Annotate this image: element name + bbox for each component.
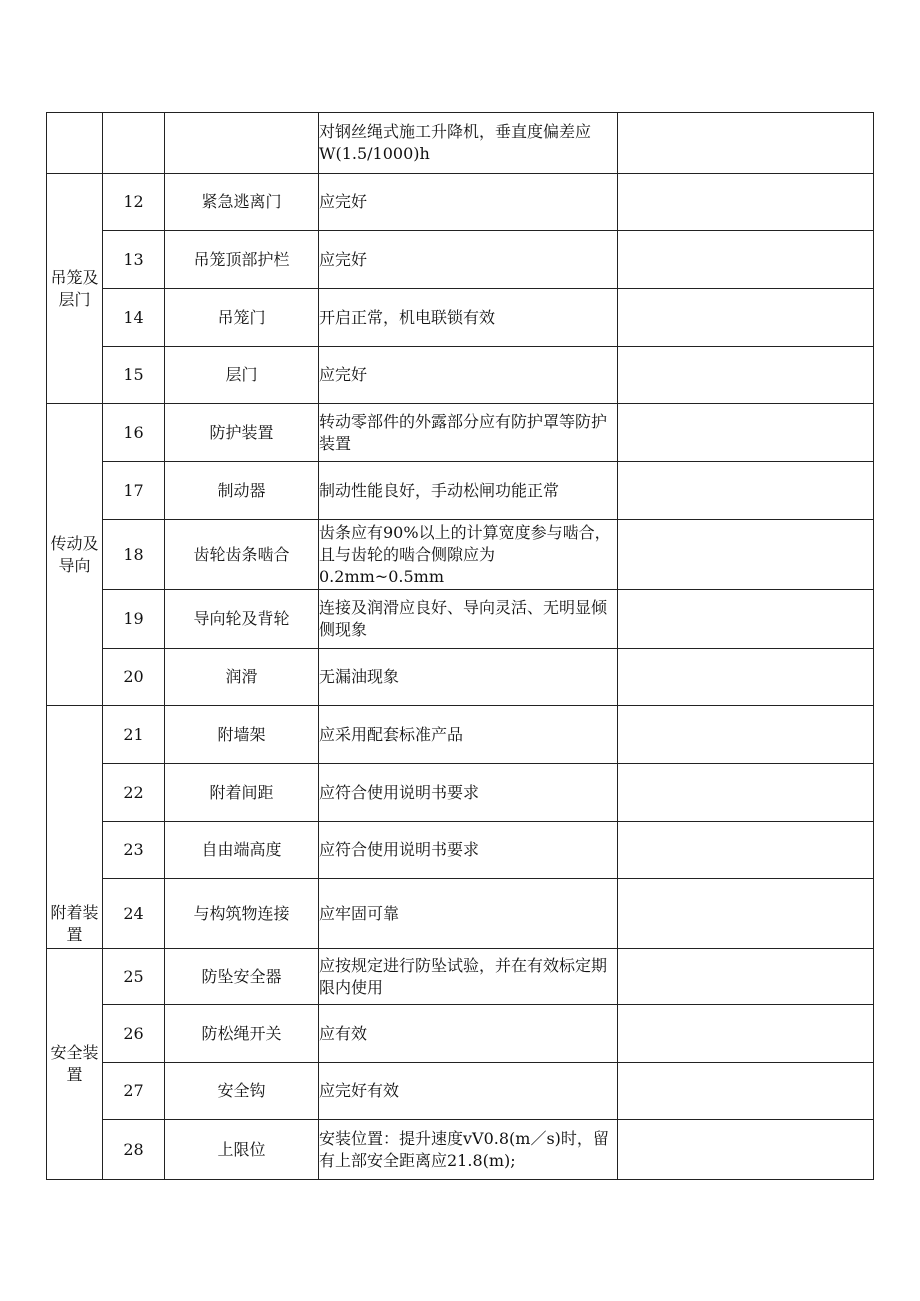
group-attach: 附着装置 bbox=[47, 706, 103, 949]
result-cell[interactable] bbox=[618, 590, 874, 649]
item-requirement: 应完好 bbox=[319, 347, 618, 404]
result-cell[interactable] bbox=[618, 706, 874, 764]
item-name: 齿轮齿条啮合 bbox=[165, 520, 319, 590]
item-requirement: 制动性能良好，手动松闸功能正常 bbox=[319, 462, 618, 520]
item-requirement: 安装位置：提升速度vV0.8(m／s)时，留有上部安全距离应21.8(m); bbox=[319, 1120, 618, 1180]
item-requirement: 转动零部件的外露部分应有防护罩等防护装置 bbox=[319, 404, 618, 462]
result-cell[interactable] bbox=[618, 347, 874, 404]
table-row bbox=[47, 520, 874, 590]
row-number: 17 bbox=[103, 462, 165, 520]
result-cell[interactable] bbox=[618, 1005, 874, 1063]
group-cage: 吊笼及层门 bbox=[47, 174, 103, 404]
item-name: 防松绳开关 bbox=[165, 1005, 319, 1063]
row-number: 13 bbox=[103, 231, 165, 289]
item-requirement: 对钢丝绳式施工升降机，垂直度偏差应W(1.5/1000)h bbox=[319, 113, 618, 174]
group-drive: 传动及导向 bbox=[47, 404, 103, 706]
item-name: 与构筑物连接 bbox=[165, 879, 319, 949]
item-requirement: 开启正常，机电联锁有效 bbox=[319, 289, 618, 347]
result-cell[interactable] bbox=[618, 231, 874, 289]
row-number: 16 bbox=[103, 404, 165, 462]
table-row bbox=[47, 764, 874, 822]
item-name: 制动器 bbox=[165, 462, 319, 520]
item-requirement: 应采用配套标准产品 bbox=[319, 706, 618, 764]
result-cell[interactable] bbox=[618, 649, 874, 706]
item-requirement: 应符合使用说明书要求 bbox=[319, 764, 618, 822]
row-number: 23 bbox=[103, 822, 165, 879]
result-cell[interactable] bbox=[618, 1063, 874, 1120]
inspection-table bbox=[46, 112, 874, 1180]
result-cell[interactable] bbox=[618, 404, 874, 462]
item-name: 吊笼顶部护栏 bbox=[165, 231, 319, 289]
item-name: 防坠安全器 bbox=[165, 949, 319, 1005]
result-cell[interactable] bbox=[618, 520, 874, 590]
table-row bbox=[47, 949, 874, 1005]
item-name: 吊笼门 bbox=[165, 289, 319, 347]
result-cell[interactable] bbox=[618, 949, 874, 1005]
result-cell[interactable] bbox=[618, 462, 874, 520]
row-number: 14 bbox=[103, 289, 165, 347]
item-requirement: 应牢固可靠 bbox=[319, 879, 618, 949]
result-cell[interactable] bbox=[618, 822, 874, 879]
table-row bbox=[47, 1120, 874, 1180]
result-cell[interactable] bbox=[618, 174, 874, 231]
row-number: 22 bbox=[103, 764, 165, 822]
row-number: 24 bbox=[103, 879, 165, 949]
item-requirement: 应符合使用说明书要求 bbox=[319, 822, 618, 879]
item-requirement: 应按规定进行防坠试验，并在有效标定期限内使用 bbox=[319, 949, 618, 1005]
item-name: 自由端高度 bbox=[165, 822, 319, 879]
group-cell-empty bbox=[47, 113, 103, 174]
result-cell[interactable] bbox=[618, 764, 874, 822]
item-name: 附墙架 bbox=[165, 706, 319, 764]
row-number: 19 bbox=[103, 590, 165, 649]
table-row bbox=[47, 1063, 874, 1120]
table-row bbox=[47, 174, 874, 231]
table-row bbox=[47, 1005, 874, 1063]
item-requirement: 应完好 bbox=[319, 231, 618, 289]
item-requirement: 齿条应有90%以上的计算宽度参与啮合，且与齿轮的啮合侧隙应为0.2mm~0.5mm bbox=[319, 520, 618, 590]
table-row bbox=[47, 822, 874, 879]
result-cell[interactable] bbox=[618, 113, 874, 174]
item-requirement: 应有效 bbox=[319, 1005, 618, 1063]
table-row bbox=[47, 231, 874, 289]
item-requirement: 应完好有效 bbox=[319, 1063, 618, 1120]
item-requirement: 连接及润滑应良好、导向灵活、无明显倾侧现象 bbox=[319, 590, 618, 649]
item-name bbox=[165, 113, 319, 174]
item-name: 层门 bbox=[165, 347, 319, 404]
item-requirement: 应完好 bbox=[319, 174, 618, 231]
row-number: 26 bbox=[103, 1005, 165, 1063]
item-name: 上限位 bbox=[165, 1120, 319, 1180]
item-name: 润滑 bbox=[165, 649, 319, 706]
row-number: 18 bbox=[103, 520, 165, 590]
table-row bbox=[47, 879, 874, 949]
item-name: 安全钩 bbox=[165, 1063, 319, 1120]
row-number: 21 bbox=[103, 706, 165, 764]
item-name: 防护装置 bbox=[165, 404, 319, 462]
row-number: 25 bbox=[103, 949, 165, 1005]
table-row bbox=[47, 590, 874, 649]
result-cell[interactable] bbox=[618, 289, 874, 347]
row-number: 15 bbox=[103, 347, 165, 404]
item-requirement: 无漏油现象 bbox=[319, 649, 618, 706]
table-row bbox=[47, 347, 874, 404]
row-number: 12 bbox=[103, 174, 165, 231]
group-safety: 安全装置 bbox=[47, 949, 103, 1180]
item-name: 附着间距 bbox=[165, 764, 319, 822]
table-row bbox=[47, 649, 874, 706]
table-row bbox=[47, 706, 874, 764]
table-row bbox=[47, 404, 874, 462]
row-number bbox=[103, 113, 165, 174]
table-row bbox=[47, 462, 874, 520]
table-row bbox=[47, 113, 874, 174]
result-cell[interactable] bbox=[618, 879, 874, 949]
table-row bbox=[47, 289, 874, 347]
row-number: 27 bbox=[103, 1063, 165, 1120]
item-name: 导向轮及背轮 bbox=[165, 590, 319, 649]
row-number: 20 bbox=[103, 649, 165, 706]
result-cell[interactable] bbox=[618, 1120, 874, 1180]
item-name: 紧急逃离门 bbox=[165, 174, 319, 231]
row-number: 28 bbox=[103, 1120, 165, 1180]
